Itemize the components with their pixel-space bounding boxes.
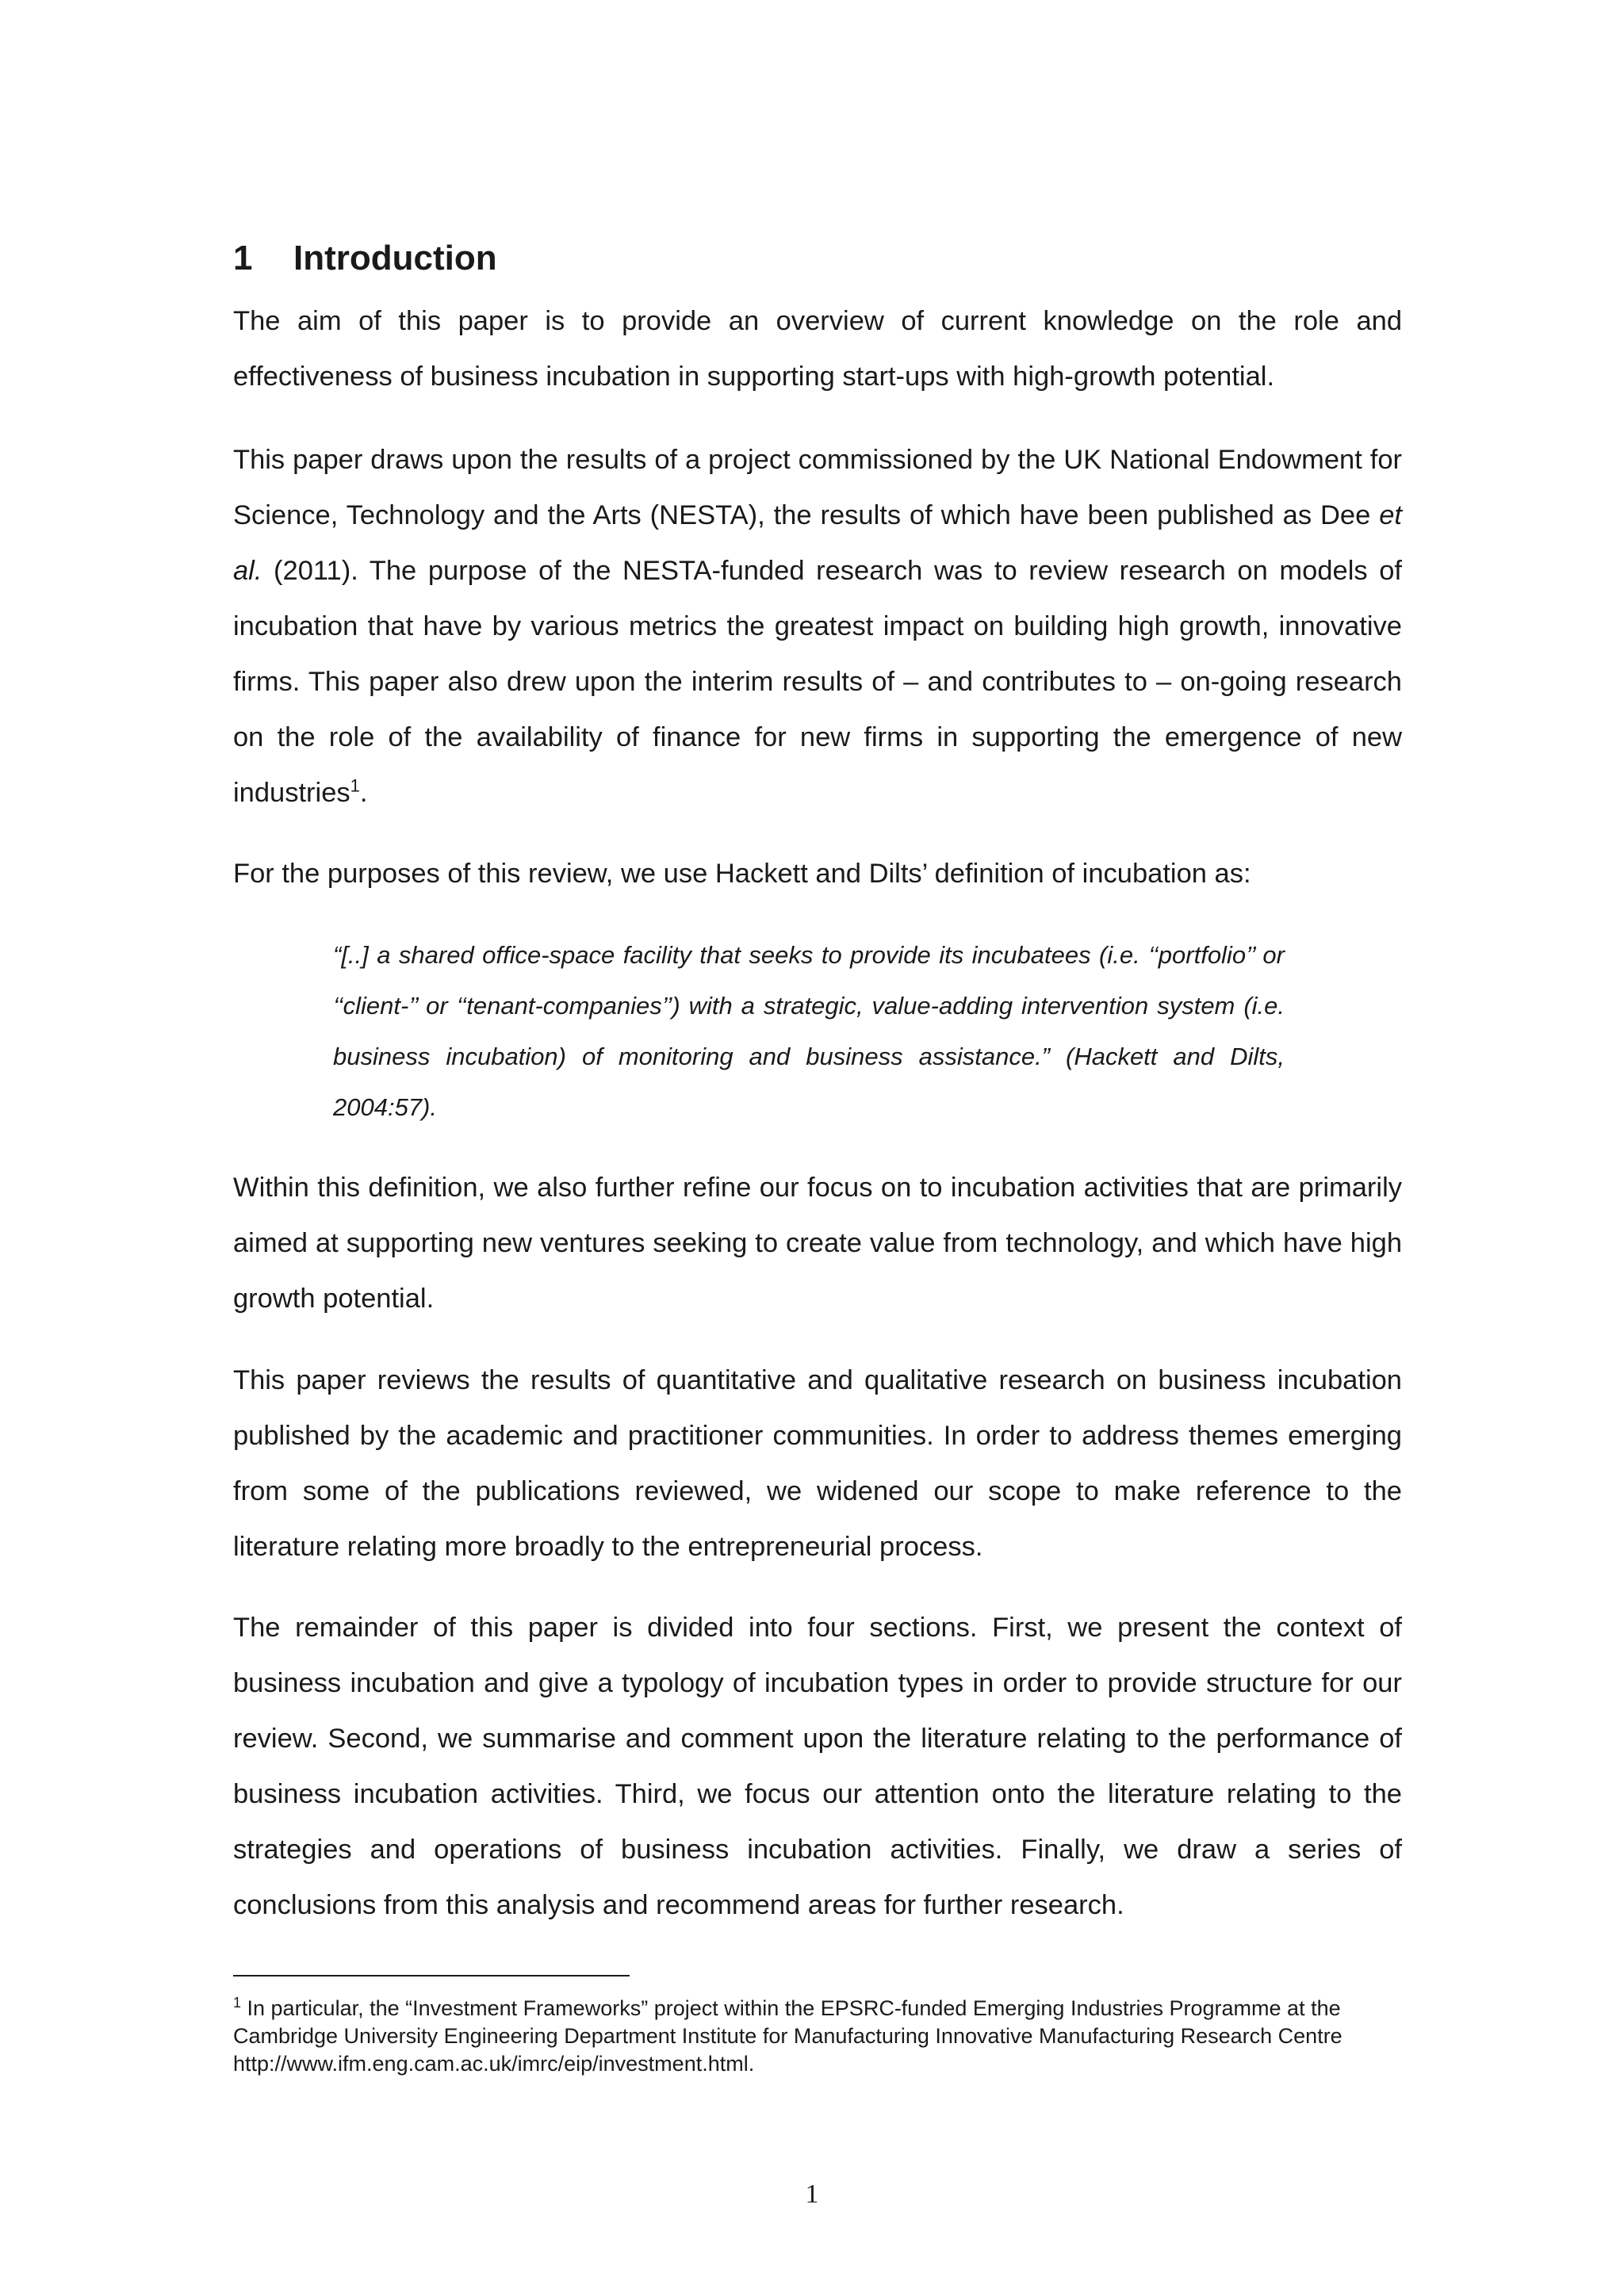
definition-quote: “[..] a shared office-space facility that seeks to provide its incubatees (i.e. ‘‘portfolio’’ or ‘‘client-’’ or ‘‘tenant-companies’’) with a strategic, value-adding intervention system (i.e. business incubation) of monitoring and business assistance.” (Hackett and Dilts, 2004:57). (333, 941, 1285, 1121)
definition-lead-in: For the purposes of this review, we use Hackett and Dilts’ definition of incubation as: (233, 859, 1251, 889)
nesta-text-part-2: (2011). The purpose of the NESTA-funded research was to review research on models of incubation that have by various metrics the greatest impact on building high growth, innovative firms. This paper also drew upon the interim results of – and contributes to – on-going research on the role of the availability of finance for new firms in supporting the emergence of new industries (233, 556, 1402, 808)
page-number: 1 (805, 2179, 819, 2209)
focus-paragraph: Within this definition, we also further refine our focus on to incubation activities that are primarily aimed at supporting new ventures seeking to create value from technology, and which have high growth potential. (233, 1173, 1402, 1314)
footnote-divider (233, 1975, 630, 1976)
structure-paragraph: The remainder of this paper is divided into four sections. First, we present the context of business incubation and give a typology of incubation types in order to provide structure for our review. Second, we summarise and comment upon the literature relating to the performance of business incubation activities. Third, we focus our attention onto the literature relating to the strategies and operations of business incubation activities. Finally, we draw a series of conclusions from this analysis and recommend areas for further research. (233, 1613, 1402, 1920)
section-heading (233, 235, 497, 282)
intro-paragraph-nesta (233, 432, 1402, 821)
scope-paragraph: This paper reviews the results of quantitative and qualitative research on business incubation published by the academic and practitioner communities. In order to address themes emerging from some of the publications reviewed, we widened our scope to make reference to the literature relating more broadly to the entrepreneurial process. (233, 1365, 1402, 1562)
section-title: Introduction (293, 239, 497, 277)
nesta-text-end: . (359, 778, 368, 808)
intro-paragraph-aim: The aim of this paper is to provide an overview of current knowledge on the role and effectiveness of business incubation in supporting start-ups with high-growth potential. (233, 306, 1402, 392)
et-al-italic: et al. (233, 500, 1402, 586)
footnote-marker: 1 (233, 1995, 242, 2011)
footnote-reference: 1 (350, 775, 360, 796)
footnote-text: In particular, the “Investment Frameworks” project within the EPSRC-funded Emerging Industries Programme at the Cambridge University Engineering Department Institute for Manufacturing Innovative Manufacturing Research Centre http://www.ifm.eng.cam.ac.uk/imrc/eip/investment.html. (233, 1996, 1342, 2076)
nesta-text-part-1: This paper draws upon the results of a project commissioned by the UK National Endowment for Science, Technology and the Arts (NESTA), the results of which have been published as Dee (233, 445, 1402, 530)
section-number: 1 (233, 239, 253, 277)
footnote (233, 1995, 1402, 2078)
